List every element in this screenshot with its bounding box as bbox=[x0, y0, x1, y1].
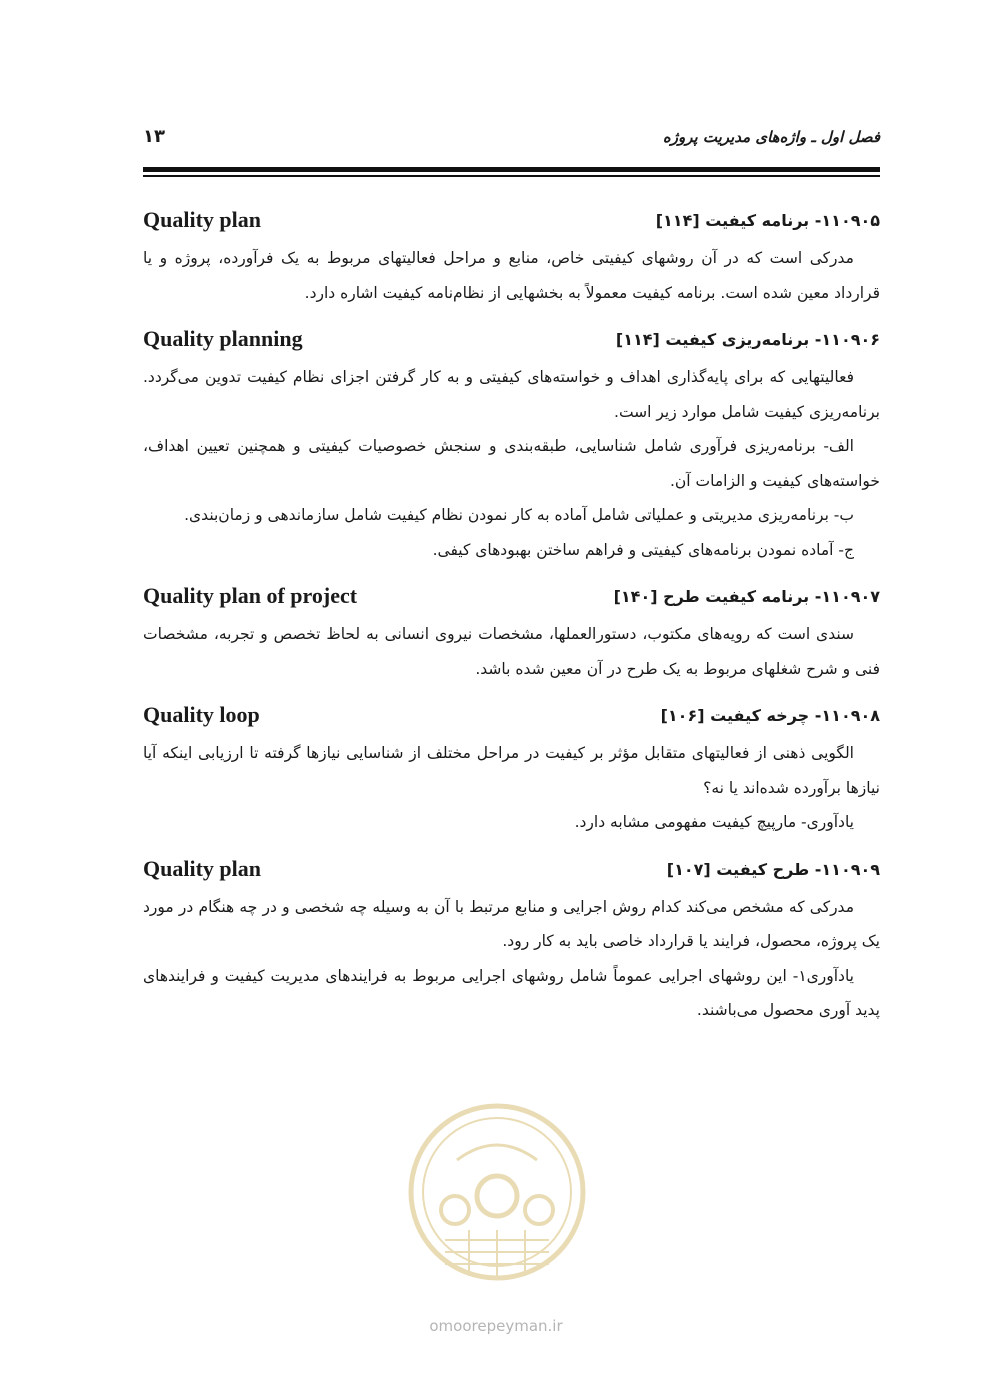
entry-paragraph: الف- برنامه‌ریزی فرآوری شامل شناسایی، طبقه‌بندی و سنجش خصوصیات کیفیتی و همچنین تعیین اهداف، خواسته‌های کیفیت و الزامات آن. bbox=[143, 437, 880, 490]
entry-paragraph: یادآوری- مارپیچ کیفیت مفهومی مشابه دارد. bbox=[574, 813, 854, 831]
watermark-seal-icon bbox=[405, 1100, 590, 1285]
entry bbox=[143, 700, 880, 840]
page-header bbox=[143, 128, 880, 158]
watermark-url: omoorepeyman.ir bbox=[429, 1317, 563, 1335]
entry-paragraph: مدرکی است که در آن روشهای کیفیتی خاص، منابع و مراحل فعالیتهای مربوط به یک فرآورده، پروژه و یا قرارداد معین شده است. برنامه کیفیت معمولاً به بخشهایی از نظام‌نامه کیفیت اشاره دارد. bbox=[143, 249, 880, 302]
entry bbox=[143, 581, 880, 686]
entry-head bbox=[143, 700, 880, 736]
entry-paragraph: فعالیتهایی که برای پایه‌گذاری اهداف و خواسته‌های کیفیتی و به کار گرفتن اجزای نظام کیفیت تدوین می‌گردد. برنامه‌ریزی کیفیت شامل موارد زیر است. bbox=[143, 368, 880, 421]
entry bbox=[143, 205, 880, 310]
entry-title: ۱۱۰۹۰۸- چرخه کیفیت [۱۰۶] bbox=[660, 706, 880, 725]
entry-paragraph: یادآوری۱- این روشهای اجرایی عموماً شامل روشهای اجرایی مربوط به فرایندهای مدیریت کیفیت و فرایندهای پدید آوری محصول می‌باشند. bbox=[143, 966, 880, 1019]
entry-title: ۱۱۰۹۰۶- برنامه‌ریزی کیفیت [۱۱۴] bbox=[615, 330, 880, 349]
entry-head bbox=[143, 205, 880, 241]
entry bbox=[143, 854, 880, 1028]
entry-english-term: Quality planning bbox=[143, 326, 303, 351]
entry-english-term: Quality plan bbox=[143, 855, 261, 881]
document-content bbox=[143, 205, 880, 1042]
page-number: ۱۳ bbox=[143, 126, 165, 147]
entry-title: ۱۱۰۹۰۷- برنامه کیفیت طرح [۱۴۰] bbox=[613, 587, 880, 606]
entry-english-term: Quality loop bbox=[143, 702, 260, 727]
entry-paragraph: ج- آماده نمودن برنامه‌های کیفیتی و فراهم ساختن بهبودهای کیفی. bbox=[432, 540, 854, 559]
entry-head bbox=[143, 581, 880, 617]
entry-title: ۱۱۰۹۰۹- طرح کیفیت [۱۰۷] bbox=[666, 859, 880, 879]
entry-english-term: Quality plan bbox=[143, 207, 261, 232]
entry-head bbox=[143, 854, 880, 890]
entry-paragraph: ب- برنامه‌ریزی مدیریتی و عملیاتی شامل آماده به کار نمودن نظام کیفیت شامل سازماندهی و زمان‌بندی. bbox=[184, 506, 854, 524]
entry-paragraph: مدرکی که مشخص می‌کند کدام روش اجرایی و منابع مرتبط با آن به وسیله چه شخصی و در چه هنگام در مورد یک پروژه، محصول، فرایند یا قرارداد خاصی باید به کار رود. bbox=[143, 897, 880, 950]
header-rule-thick bbox=[143, 167, 880, 172]
entry-head bbox=[143, 324, 880, 360]
entry-paragraph: سندی است که رویه‌های مکتوب، دستورالعملها، مشخصات نیروی انسانی به لحاظ تخصص و تجربه، مشخصات فنی و شرح شغلهای مربوط به یک طرح در آن معین شده باشد. bbox=[143, 625, 880, 678]
entry bbox=[143, 324, 880, 567]
entry-english-term: Quality plan of project bbox=[143, 583, 358, 608]
header-rule-thin bbox=[143, 175, 880, 177]
chapter-title: فصل اول ـ واژه‌های مدیریت پروژه bbox=[662, 128, 880, 146]
entry-title: ۱۱۰۹۰۵- برنامه کیفیت [۱۱۴] bbox=[655, 211, 880, 230]
entry-paragraph: الگویی ذهنی از فعالیتهای متقابل مؤثر بر کیفیت در مراحل مختلف از شناسایی نیازها گرفته تا ارزیابی اینکه آیا نیازها برآورده شده‌اند یا نه؟ bbox=[143, 744, 880, 797]
